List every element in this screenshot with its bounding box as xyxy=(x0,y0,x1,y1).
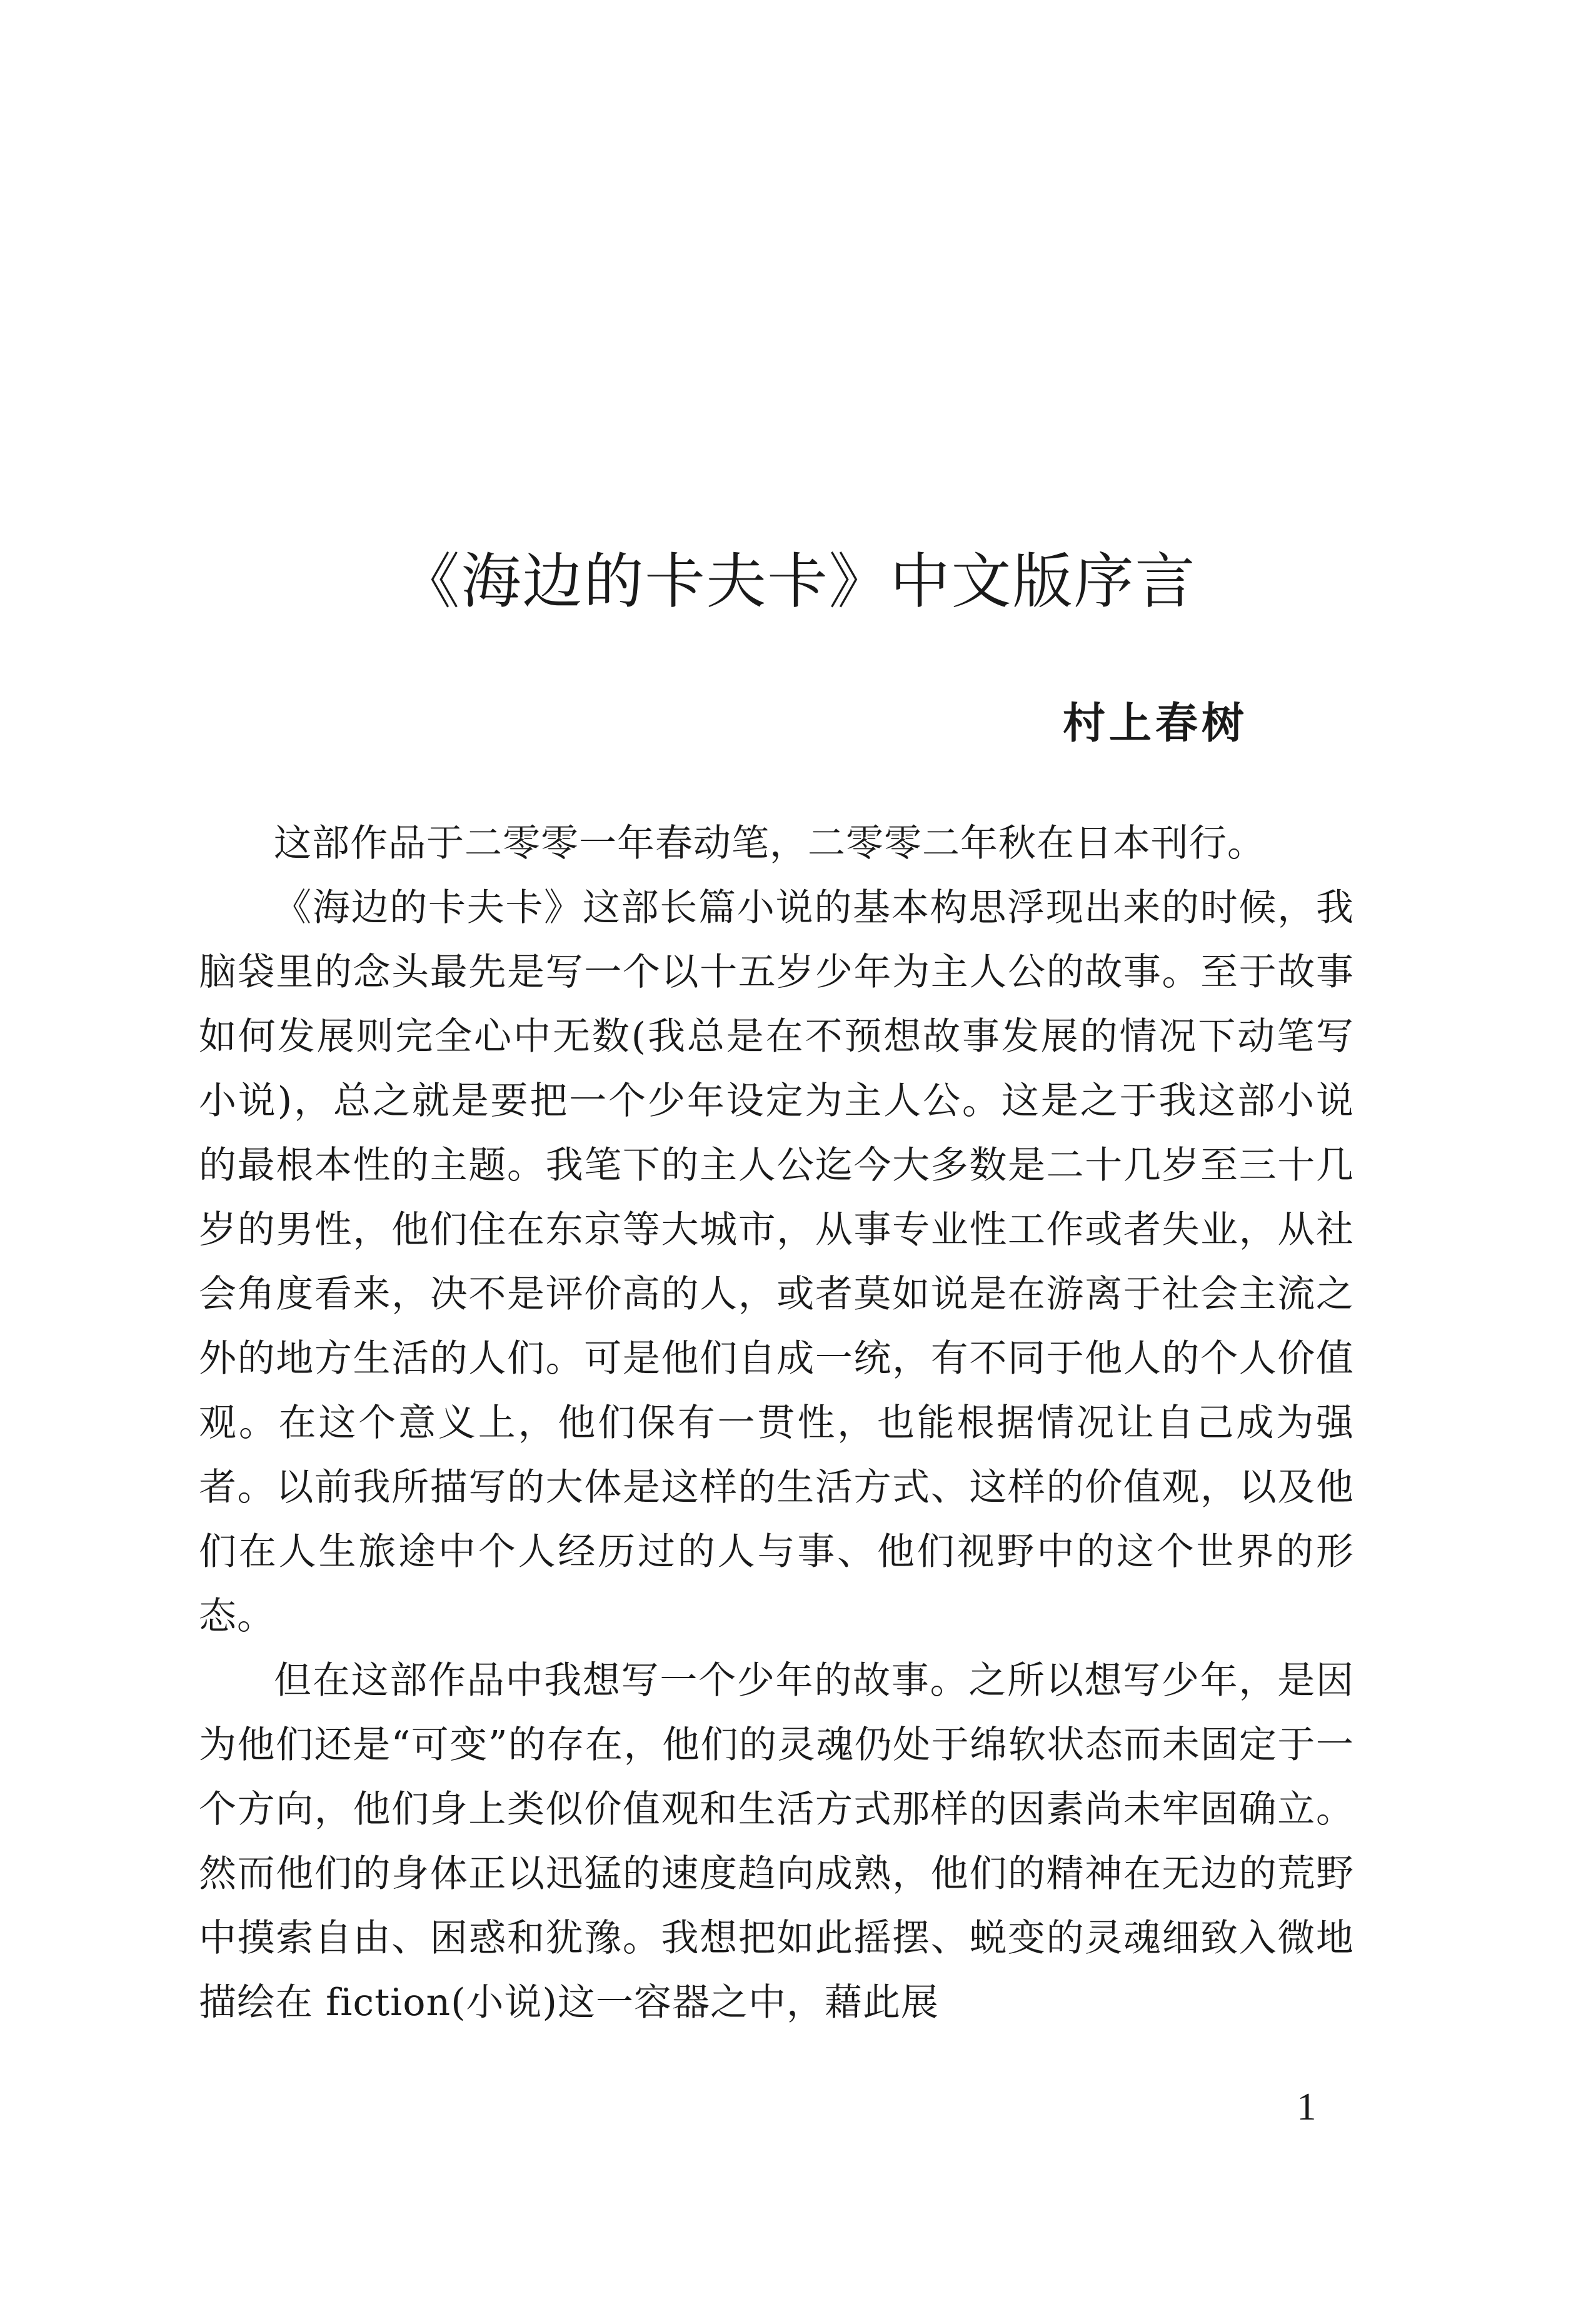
paragraph: 这部作品于二零零一年春动笔，二零零二年秋在日本刊行。 xyxy=(274,822,1265,865)
body-text xyxy=(199,812,1354,2035)
paragraph: 但在这部作品中我想写一个少年的故事。之所以想写少年，是因为他们还是“可变”的存在，他们的灵魂仍处于绵软状态而未固定于一个方向，他们身上类似价值观和生活方式那样的因素尚未牢固确立。然而他们的身体正以迅猛的速度趋向成熟，他们的精神在无边的荒野中摸索自由、困惑和犹豫。我想把如此摇摆、蜕变的灵魂细致入微地描绘在 fiction(小说)这一容器之中，藉此展 xyxy=(199,1659,1354,2025)
author-name: 村上春树 xyxy=(1063,699,1248,748)
paragraph: 《海边的卡夫卡》这部长篇小说的基本构思浮现出来的时候，我脑袋里的念头最先是写一个以十五岁少年为主人公的故事。至于故事如何发展则完全心中无数(我总是在不预想故事发展的情况下动笔写小说)，总之就是要把一个少年设定为主人公。这是之于我这部小说的最根本性的主题。我笔下的主人公迄今大多数是二十几岁至三十几岁的男性，他们住在东京等大城市，从事专业性工作或者失业，从社会角度看来，决不是评价高的人，或者莫如说是在游离于社会主流之外的地方生活的人们。可是他们自成一统，有不同于他人的个人价值观。在这个意义上，他们保有一贯性，也能根据情况让自己成为强者。以前我所描写的大体是这样的生活方式、这样的价值观，以及他们在人生旅途中个人经历过的人与事、他们视野中的这个世界的形态。 xyxy=(199,886,1354,1638)
page-title: 《海边的卡夫卡》中文版序言 xyxy=(399,546,1197,616)
page-number: 1 xyxy=(1297,2086,1317,2128)
